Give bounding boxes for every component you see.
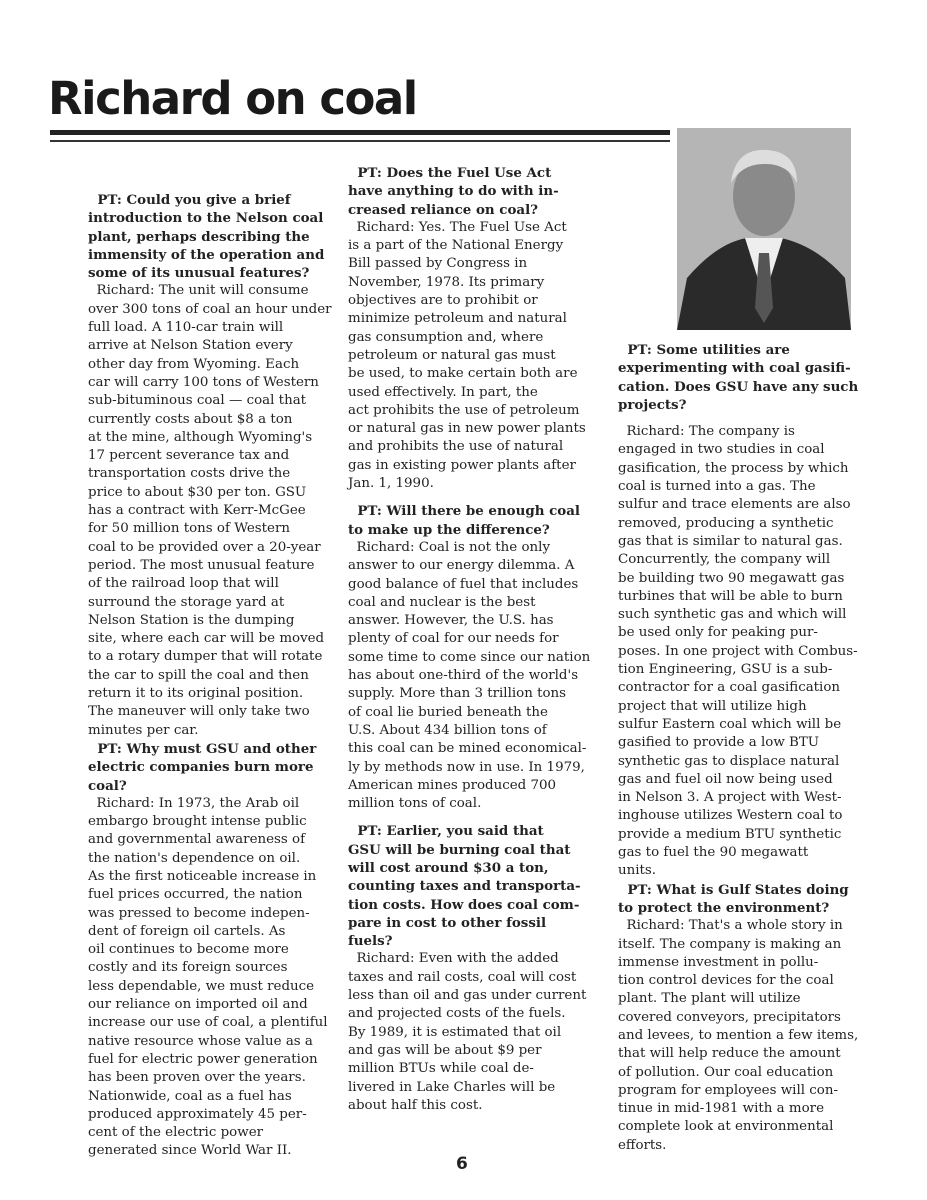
interview-question: PT: Does the Fuel Use Act have anything to do with in- creased reliance on coal? [348,165,559,218]
interview-answer: Richard: Yes. The Fuel Use Act is a part of the National Energy Bill passed by Congress in November, 1978. Its primary objectives are to prohibit or minimize petroleum and natural gas consumption and, where petroleum or natural gas must be used, to make certain both are used effectively. In part, the act prohibits the use of petroleum or natural gas in new power plants and prohibits the use of natural gas in existing power plants after Jan. 1, 1990. [348,219,586,492]
article-column-3 [618,341,858,1155]
article-title: Richard on coal [48,72,417,125]
interview-answer: Richard: That's a whole story in itself. The company is making an immense investment in pollu- tion control devices for the coal plant. The plant will utilize covered conveyors, precipitators and levees, to mention a few items, that will help reduce the amount of pollution. Our coal education program for employees will con- tinue in mid-1981 with a more complete look at environmental efforts. [618,918,859,1153]
page-number: 6 [456,1154,468,1174]
interview-question: PT: Could you give a brief introduction to the Nelson coal plant, perhaps describing the immensity of the operation and some of its unusual features? [88,192,325,282]
interview-question: PT: Why must GSU and other electric companies burn more coal? [88,740,317,794]
interview-answer: Richard: The company is engaged in two studies in coal gasification, the process by which coal is turned into a gas. The sulfur and trace elements are also removed, producing a synthetic gas that is similar to natural gas. Concurrently, the company will be building two 90 megawatt gas turbines that will be able to burn such synthetic gas and which will be used only for peaking pur- poses. In one project with Combus- tion Engineering, GSU is a sub- contractor for a coal gasification project that will utilize high sulfur Eastern coal which will be gasified to provide a low BTU synthetic gas to displace natural gas and fuel oil now being used in Nelson 3. A project with West- inghouse utilizes Western coal to provide a medium BTU synthetic gas to fuel the 90 megawatt units. [618,424,858,879]
paragraph-gap [348,493,590,502]
interview-question: PT: Earlier, you said that GSU will be burning coal that will cost around $30 a ton, counting taxes and transporta- tion costs. How does coal com- pare in cost to other fossil fuels? [348,823,581,950]
article-column-2 [348,164,590,1115]
paragraph-gap [618,414,858,423]
interview-answer: Richard: In 1973, the Arab oil embargo brought intense public and governmental awareness of the nation's dependence on oil. As the first noticeable increase in fuel prices occurred, the nation was pressed to become indepen- dent of foreign oil cartels. As oil continues to become more costly and its foreign sources less dependable, we must reduce our reliance on imported oil and increase our use of coal, a plentiful native resource whose value as a fuel for electric power generation has been proven over the years. Nationwide, coal as a fuel has produced approximately 45 per- cent of the electric power generated since World War II. [88,795,328,1159]
portrait-photo [677,128,851,330]
interview-question: PT: Some utilities are experimenting with coal gasifi- cation. Does GSU have any such projects? [618,342,859,413]
title-rule-thin [50,140,670,142]
interview-question: PT: What is Gulf States doing to protect the environment? [618,881,849,916]
article-column-1 [88,191,332,1161]
paragraph-gap [348,813,590,822]
interview-answer: Richard: Coal is not the only answer to our energy dilemma. A good balance of fuel that includes coal and nuclear is the best answer. However, the U.S. has plenty of coal for our needs for some time to come since our nation has about one-third of the world's supply. More than 3 trillion tons of coal lie buried beneath the U.S. About 434 billion tons of this coal can be mined economical- ly by methods now in use. In 1979, American mines produced 700 million tons of coal. [348,539,591,812]
title-rule-thick [50,130,670,135]
interview-question: PT: Will there be enough coal to make up the difference? [348,503,580,538]
interview-answer: Richard: Even with the added taxes and rail costs, coal will cost less than oil and gas under current and projected costs of the fuels. By 1989, it is estimated that oil and gas will be about $9 per million BTUs while coal de- livered in Lake Charles will be about half this cost. [348,951,587,1113]
interview-answer: Richard: The unit will consume over 300 tons of coal an hour under full load. A 110-car train will arrive at Nelson Station every other day from Wyoming. Each car will carry 100 tons of Western sub-bituminous coal — coal that currently costs about $8 a ton at the mine, although Wyoming's 17 percent severance tax and transportation costs drive the price to about $30 per ton. GSU has a contract with Kerr-McGee for 50 million tons of Western coal to be provided over a 20-year period. The most unusual feature of the railroad loop that will surround the storage yard at Nelson Station is the dumping site, where each car will be moved to a rotary dumper that will rotate the car to spill the coal and then return it to its original position. The maneuver will only take two minutes per car. [88,283,332,738]
